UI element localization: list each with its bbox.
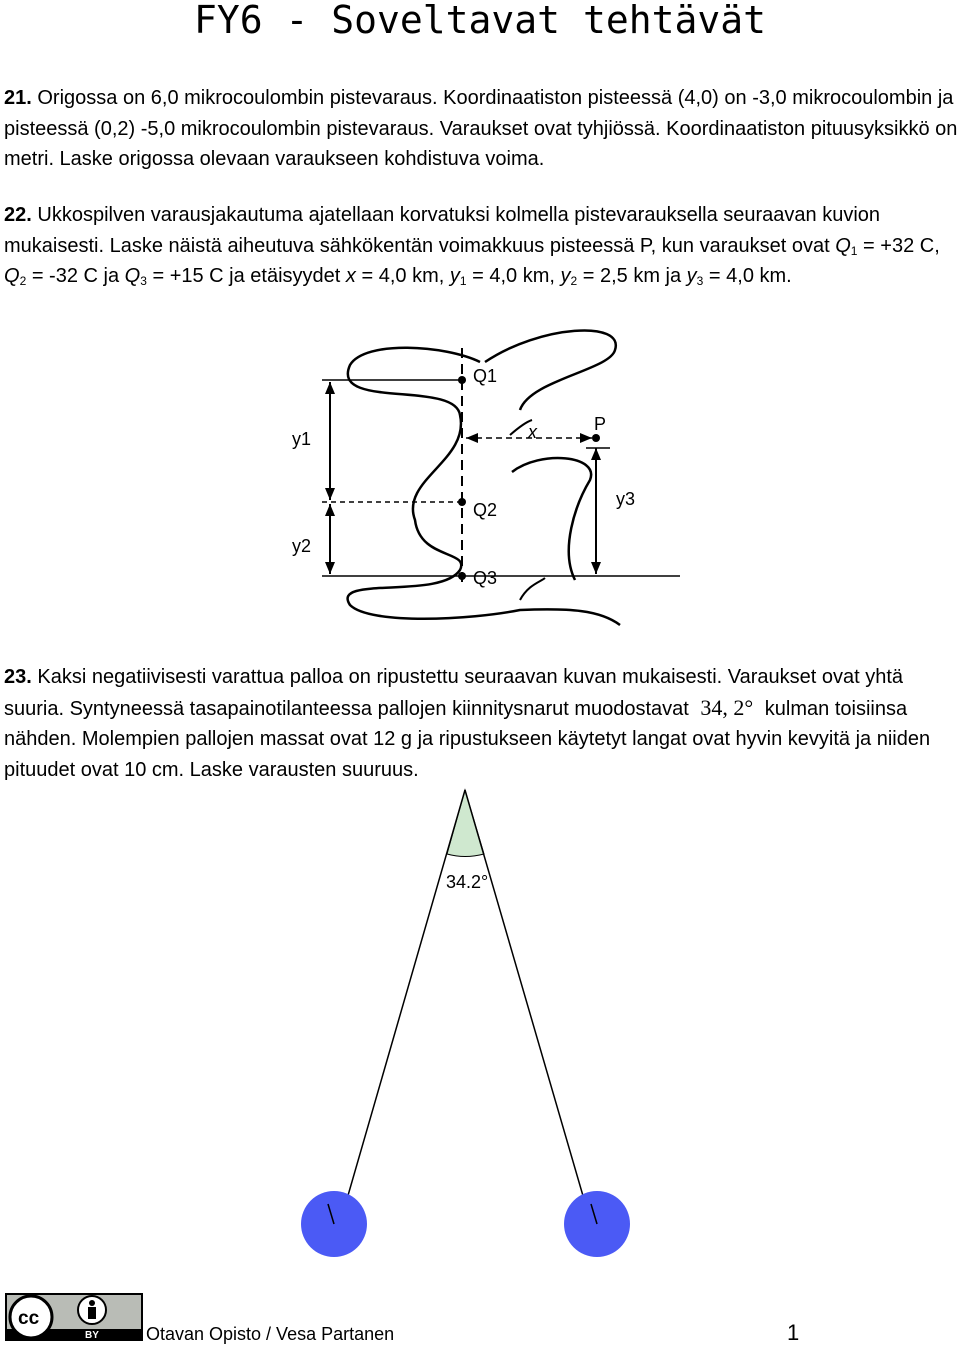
symbol-q: Q [835, 234, 851, 257]
arrow-head [325, 504, 335, 516]
arrow-head [591, 448, 601, 460]
problem-text: kulman toisiinsa nähden. Molempien pallojen massat ovat 12 g ja ripustukseen käytetyt langat ovat hyvin kevyitä ja niiden pituudet ovat 10 cm. Laske varausten suuruus. [4, 697, 931, 781]
symbol-y: y [449, 265, 460, 287]
subscript: 1 [850, 243, 858, 258]
symbol-y: y [686, 265, 697, 287]
cc-text: cc [18, 1308, 40, 1329]
arrow-head [591, 562, 601, 574]
page-title: FY6 - Soveltavat tehtävät [194, 0, 766, 42]
footer-author: Otavan Opisto / Vesa Partanen [146, 1324, 395, 1344]
symbol-y: y [560, 265, 571, 287]
value-y2: = 2,5 km ja [582, 265, 682, 287]
point-p [592, 434, 600, 442]
angle-arc [447, 790, 484, 857]
problem-21 [4, 83, 958, 175]
value-y3: = 4,0 km. [708, 265, 792, 287]
symbol-x: x [345, 265, 356, 287]
label-p: P [594, 414, 607, 434]
symbol-q: Q [124, 265, 141, 287]
value-q2: = -32 C ja [31, 265, 120, 287]
arrow-head [325, 562, 335, 574]
subscript: 3 [140, 274, 147, 288]
label-y3: y3 [616, 489, 636, 509]
label-y2: y2 [292, 536, 312, 556]
angle-value: 34, 2° [700, 694, 754, 720]
value-q1: = +32 C, [863, 234, 940, 257]
problem-number: 21. [4, 87, 32, 109]
label-q2: Q2 [473, 500, 498, 520]
subscript: 2 [570, 274, 578, 288]
label-q1: Q1 [473, 366, 498, 386]
page-number: 1 [787, 1320, 800, 1345]
arrow-head [325, 382, 335, 394]
charge-q1 [458, 376, 466, 384]
charge-q3 [458, 572, 466, 580]
problem-22 [4, 200, 958, 292]
value-q3: = +15 C ja etäisyydet [152, 265, 341, 287]
value-y1: = 4,0 km, [472, 265, 555, 287]
right-string [465, 790, 597, 1244]
subscript: 1 [459, 274, 467, 288]
subscript: 3 [696, 274, 704, 288]
problem-number: 23. [4, 666, 32, 688]
problem-23 [4, 662, 958, 785]
label-x: x [528, 422, 537, 442]
cloud-outline [485, 330, 616, 410]
symbol-q: Q [4, 265, 20, 287]
cc-by-license-logo [5, 1293, 143, 1341]
angle-label: 34.2° [446, 872, 489, 892]
cloud-outline [512, 458, 591, 580]
cloud-charge-diagram [270, 320, 690, 630]
cloud-outline [520, 578, 545, 600]
left-string [334, 790, 465, 1244]
person-icon [89, 1300, 95, 1306]
by-text: BY [85, 1330, 99, 1341]
arrow-head [325, 488, 335, 500]
problem-text: Ukkospilven varausjakautuma ajatellaan korvatuksi kolmella pistevarauksella seuraavan kuvion mukaisesti. Laske näistä aiheutuva sähkökentän voimakkuus pisteessä P, kun varaukset ovat [4, 204, 881, 257]
value-x: = 4,0 km, [361, 265, 445, 287]
label-y1: y1 [292, 429, 312, 449]
problem-text: Origossa on 6,0 mikrocoulombin pistevaraus. Koordinaatiston pisteessä (4,0) on -3,0 mikrocoulombin ja pisteessä (0,2) -5,0 mikrocoulombin pistevaraus. Varaukset ovat tyhjiössä. Koordinaatiston pituusyksikkö on metri. Laske origossa olevaan varaukseen kohdistuva voima. [4, 87, 958, 170]
subscript: 2 [19, 274, 27, 288]
arrow-head [466, 433, 478, 443]
pendulum-diagram [0, 780, 960, 1270]
problem-number: 22. [4, 204, 32, 226]
problem-text: Kaksi negatiivisesti varattua palloa on ripustettu seuraavan kuvan mukaisesti. Varaukset ovat yhtä suuria. Syntyneessä tasapainotilanteessa pallojen kiinnitysnarut muodostavat [4, 666, 904, 720]
charge-q2 [458, 498, 466, 506]
label-q3: Q3 [473, 568, 498, 588]
arrow-head [580, 433, 592, 443]
